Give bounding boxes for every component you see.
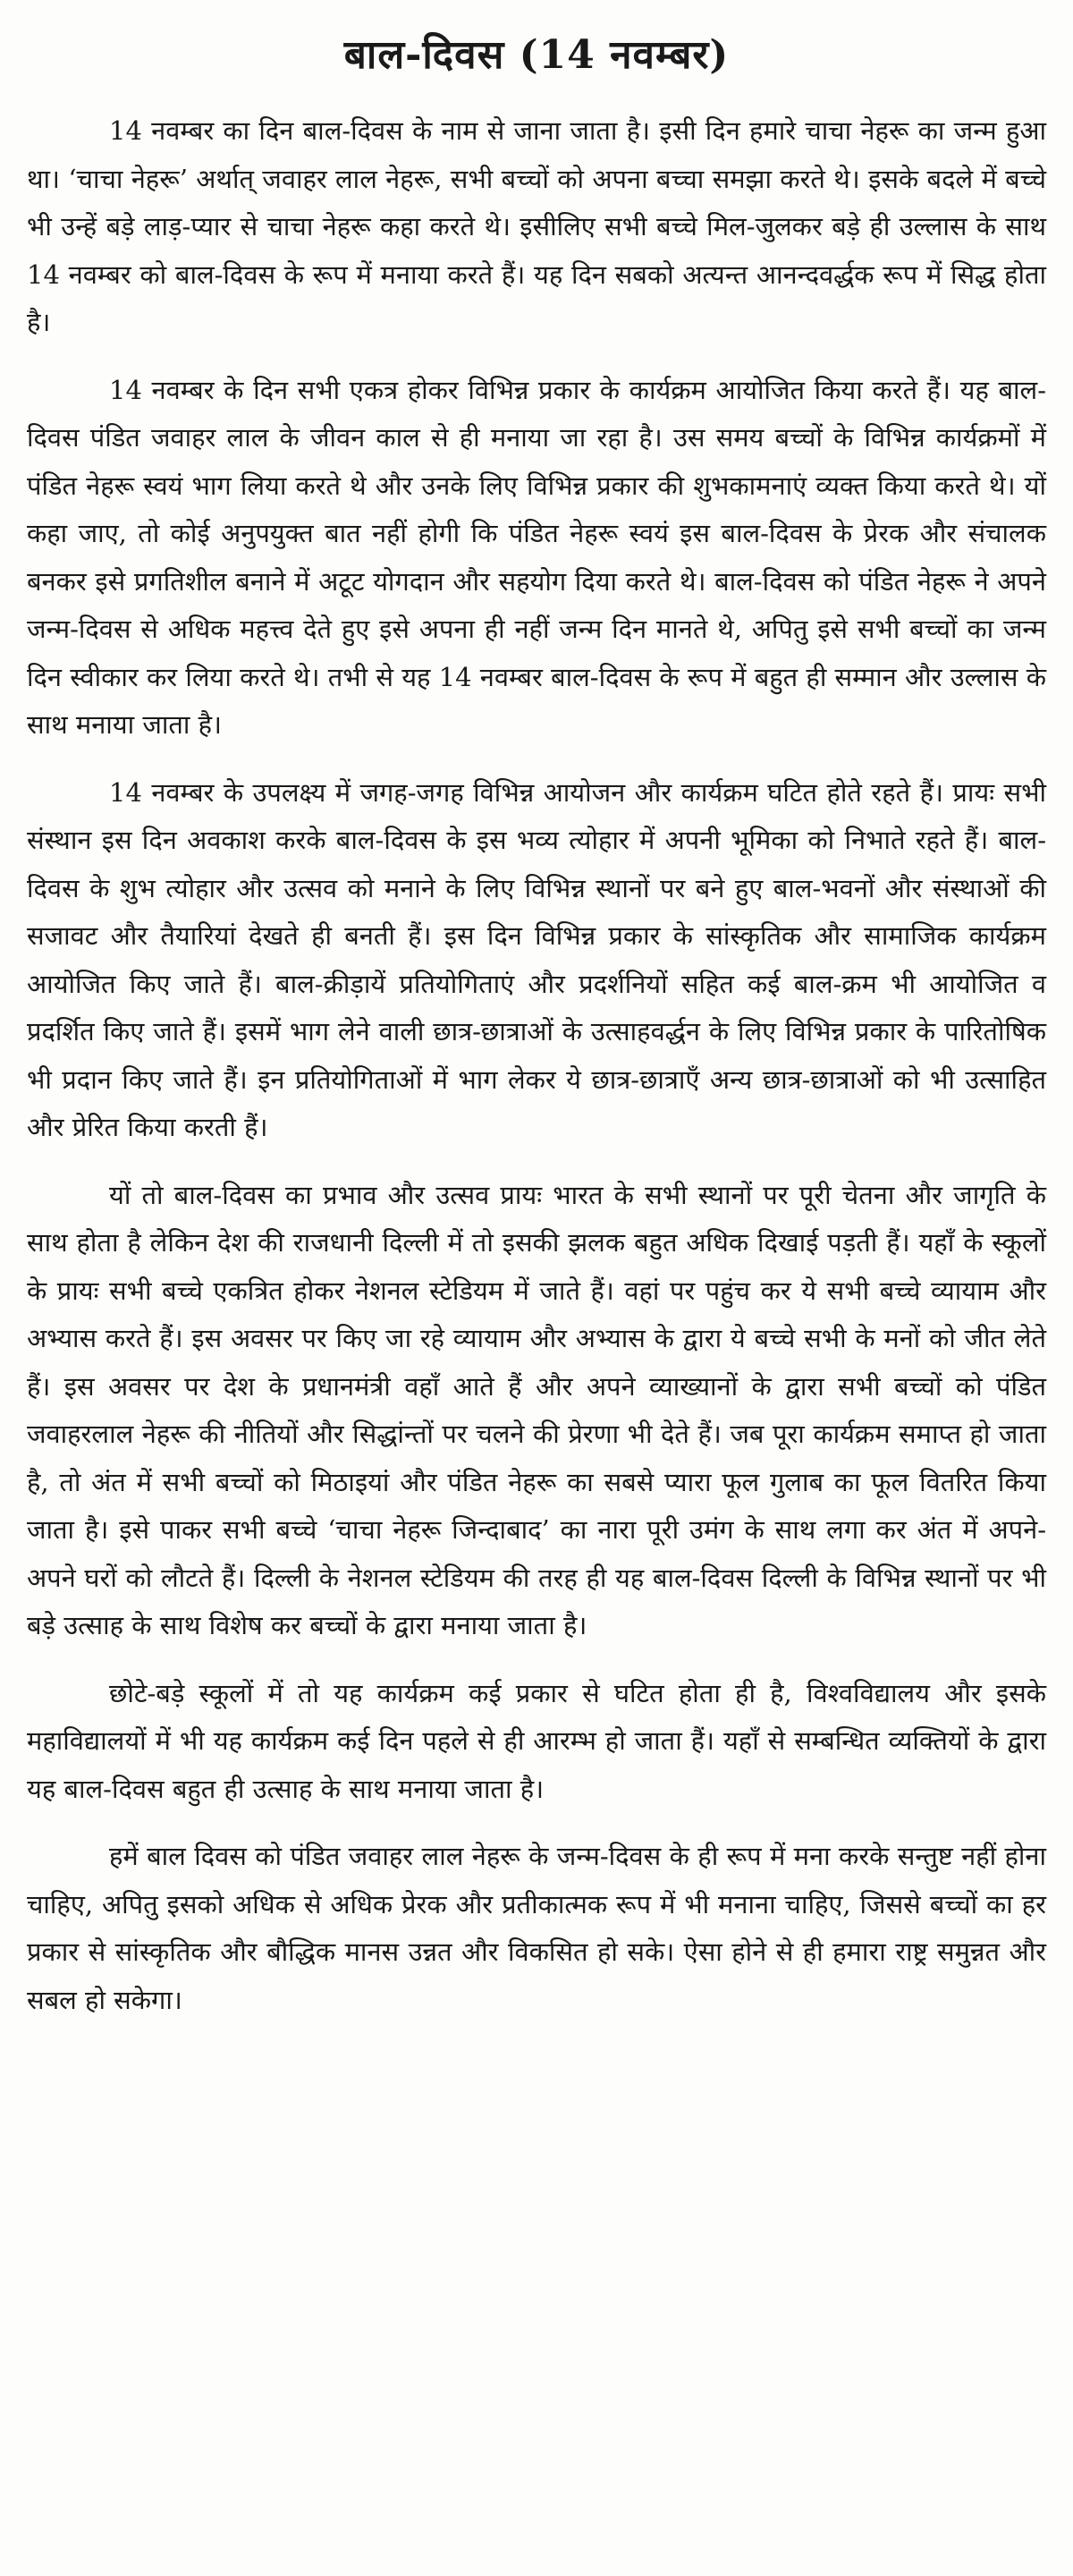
- essay-paragraph-6: हमें बाल दिवस को पंडित जवाहर लाल नेहरू के जन्म-दिवस के ही रूप में मना करके सन्तुष्ट नहीं होना चाहिए, अपितु इसको अधिक से अधिक प्रेरक और प्रतीकात्मक रूप में भी मनाना चाहिए, जिससे बच्चों का हर प्रकार से सांस्कृतिक और बौद्धिक मानस उन्नत और विकसित हो सके। ऐसा होने से ही हमारा राष्ट्र समुन्नत और सबल हो सकेगा।: [27, 1841, 1046, 2015]
- essay-title: बाल-दिवस (14 नवम्बर): [343, 32, 730, 78]
- essay-paragraph-5: छोटे-बड़े स्कूलों में तो यह कार्यक्रम कई प्रकार से घटित होता ही है, विश्वविद्यालय और इसके महाविद्यालयों में भी यह कार्यक्रम कई दिन पहले से ही आरम्भ हो जाता हैं। यहाँ से सम्बन्धित व्यक्तियों के द्वारा यह बाल-दिवस बहुत ही उत्साह के साथ मनाया जाता है।: [27, 1677, 1046, 1804]
- essay-paragraph-2: 14 नवम्बर के दिन सभी एकत्र होकर विभिन्न प्रकार के कार्यक्रम आयोजित किया करते हैं। यह बाल-दिवस पंडित जवाहर लाल के जीवन काल से ही मनाया जा रहा है। उस समय बच्चों के विभिन्न कार्यक्रमों में पंडित नेहरू स्वयं भाग लिया करते थे और उनके लिए विभिन्न प्रकार की शुभकामनाएं व्यक्त किया करते थे। यों कहा जाए, तो कोई अनुपयुक्त बात नहीं होगी कि पंडित नेहरू स्वयं इस बाल-दिवस के प्रेरक और संचालक बनकर इसे प्रगतिशील बनाने में अटूट योगदान और सहयोग दिया करते थे। बाल-दिवस को पंडित नेहरू ने अपने जन्म-दिवस से अधिक महत्त्व देते हुए इसे अपना ही नहीं जन्म दिन मानते थे, अपितु इसे सभी बच्चों का जन्म दिन स्वीकार कर लिया करते थे। तभी से यह 14 नवम्बर बाल-दिवस के रूप में बहुत ही सम्मान और उल्लास के साथ मनाया जाता है।: [27, 374, 1046, 740]
- essay-paragraph-1: 14 नवम्बर का दिन बाल-दिवस के नाम से जाना जाता है। इसी दिन हमारे चाचा नेहरू का जन्म हुआ था। ‘चाचा नेहरू’ अर्थात् जवाहर लाल नेहरू, सभी बच्चों को अपना बच्चा समझा करते थे। इसके बदले में बच्चे भी उन्हें बड़े लाड़-प्यार से चाचा नेहरू कहा करते थे। इसीलिए सभी बच्चे मिल-जुलकर बड़े ही उल्लास के साथ 14 नवम्बर को बाल-दिवस के रूप में मनाया करते हैं। यह दिन सबको अत्यन्त आनन्दवर्द्धक रूप में सिद्ध होता है।: [27, 115, 1046, 337]
- essay-paragraph-4: यों तो बाल-दिवस का प्रभाव और उत्सव प्रायः भारत के सभी स्थानों पर पूरी चेतना और जागृति के साथ होता है लेकिन देश की राजधानी दिल्ली में तो इसकी झलक बहुत अधिक दिखाई पड़ती हैं। यहाँ के स्कूलों के प्रायः सभी बच्चे एकत्रित होकर नेशनल स्टेडियम में जाते हैं। वहां पर पहुंच कर ये सभी बच्चे व्यायाम और अभ्यास करते हैं। इस अवसर पर किए जा रहे व्यायाम और अभ्यास के द्वारा ये बच्चे सभी के मनों को जीत लेते हैं। इस अवसर पर देश के प्रधानमंत्री वहाँ आते हैं और अपने व्याख्यानों के द्वारा सभी बच्चों को पंडित जवाहरलाल नेहरू की नीतियों और सिद्धांन्तों पर चलने की प्रेरणा भी देते हैं। जब पूरा कार्यक्रम समाप्त हो जाता है, तो अंत में सभी बच्चों को मिठाइयां और पंडित नेहरू का सबसे प्यारा फूल गुलाब का फूल वितरित किया जाता है। इसे पाकर सभी बच्चे ‘चाचा नेहरू जिन्दाबाद’ का नारा पूरी उमंग के साथ लगा कर अंत में अपने-अपने घरों को लौटते हैं। दिल्ली के नेशनल स्टेडियम की तरह ही यह बाल-दिवस दिल्ली के विभिन्न स्थानों पर भी बड़े उत्साह के साथ विशेष कर बच्चों के द्वारा मनाया जाता है।: [27, 1179, 1046, 1640]
- essay-paragraph-3: 14 नवम्बर के उपलक्ष्य में जगह-जगह विभिन्न आयोजन और कार्यक्रम घटित होते रहते हैं। प्रायः सभी संस्थान इस दिन अवकाश करके बाल-दिवस के इस भव्य त्योहार में अपनी भूमिका को निभाते रहते हैं। बाल-दिवस के शुभ त्योहार और उत्सव को मनाने के लिए विभिन्न स्थानों पर बने हुए बाल-भवनों और संस्थाओं की सजावट और तैयारियां देखते ही बनती हैं। इस दिन विभिन्न प्रकार के सांस्कृतिक और सामाजिक कार्यक्रम आयोजित किए जाते हैं। बाल-क्रीड़ायें प्रतियोगिताएं और प्रदर्शनियों सहित कई बाल-क्रम भी आयोजित व प्रदर्शित किए जाते हैं। इसमें भाग लेने वाली छात्र-छात्राओं के उत्साहवर्द्धन के लिए विभिन्न प्रकार के पारितोषिक भी प्रदान किए जाते हैं। इन प्रतियोगिताओं में भाग लेकर ये छात्र-छात्राएँ अन्य छात्र-छात्राओं को भी उत्साहित और प्रेरित किया करती हैं।: [27, 776, 1046, 1142]
